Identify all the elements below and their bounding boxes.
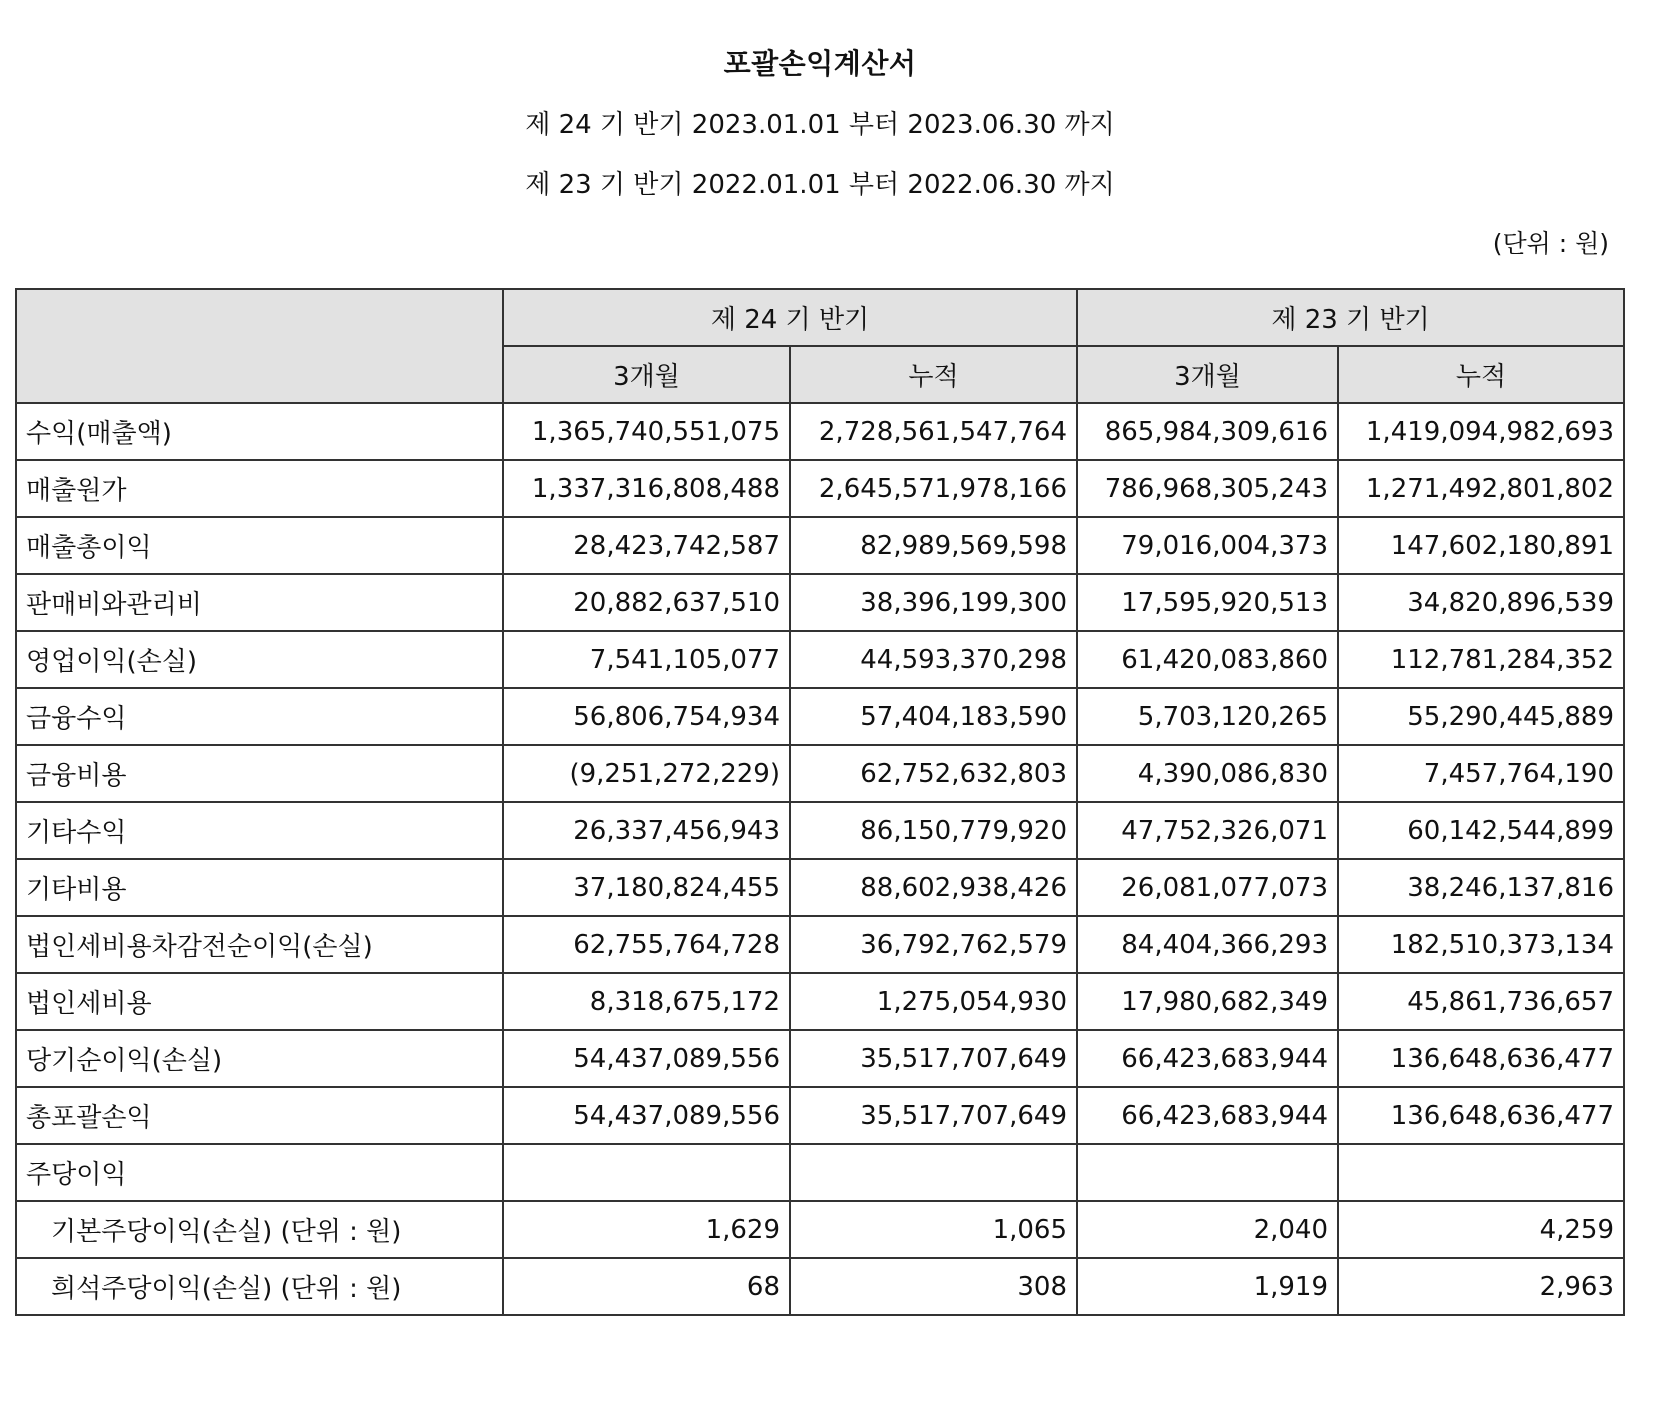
value-cell: 26,081,077,073 (1077, 859, 1338, 916)
value-cell: 54,437,089,556 (503, 1087, 790, 1144)
row-label: 금융수익 (16, 688, 503, 745)
value-cell: 136,648,636,477 (1338, 1030, 1624, 1087)
value-cell: 37,180,824,455 (503, 859, 790, 916)
value-cell: 1,919 (1077, 1258, 1338, 1315)
table-body (16, 403, 1624, 1315)
value-cell (1077, 1144, 1338, 1201)
value-cell: 136,648,636,477 (1338, 1087, 1624, 1144)
value-cell: 82,989,569,598 (790, 517, 1077, 574)
table-row (16, 745, 1624, 802)
value-cell: 17,595,920,513 (1077, 574, 1338, 631)
row-label: 주당이익 (16, 1144, 503, 1201)
value-cell: 26,337,456,943 (503, 802, 790, 859)
value-cell: 7,457,764,190 (1338, 745, 1624, 802)
value-cell: 86,150,779,920 (790, 802, 1077, 859)
value-cell: 20,882,637,510 (503, 574, 790, 631)
value-cell: 8,318,675,172 (503, 973, 790, 1030)
header-row-periods (16, 289, 1624, 346)
value-cell: 34,820,896,539 (1338, 574, 1624, 631)
value-cell: 88,602,938,426 (790, 859, 1077, 916)
table-row (16, 517, 1624, 574)
value-cell: 56,806,754,934 (503, 688, 790, 745)
row-label: 판매비와관리비 (16, 574, 503, 631)
value-cell: 1,337,316,808,488 (503, 460, 790, 517)
header-23-3months: 3개월 (1077, 346, 1338, 403)
value-cell: 4,259 (1338, 1201, 1624, 1258)
value-cell: 62,755,764,728 (503, 916, 790, 973)
value-cell (790, 1144, 1077, 1201)
header-blank-cell (16, 289, 503, 403)
table-row (16, 859, 1624, 916)
row-label: 매출원가 (16, 460, 503, 517)
header-24-3months: 3개월 (503, 346, 790, 403)
value-cell: 2,645,571,978,166 (790, 460, 1077, 517)
value-cell: 1,065 (790, 1201, 1077, 1258)
value-cell: 35,517,707,649 (790, 1030, 1077, 1087)
value-cell: 2,040 (1077, 1201, 1338, 1258)
value-cell: 1,365,740,551,075 (503, 403, 790, 460)
value-cell: 112,781,284,352 (1338, 631, 1624, 688)
value-cell: 66,423,683,944 (1077, 1030, 1338, 1087)
row-label: 당기순이익(손실) (16, 1030, 503, 1087)
header-period-24: 제 24 기 반기 (503, 289, 1077, 346)
value-cell: 68 (503, 1258, 790, 1315)
table-row (16, 631, 1624, 688)
value-cell: 36,792,762,579 (790, 916, 1077, 973)
row-label: 영업이익(손실) (16, 631, 503, 688)
row-label: 법인세비용차감전순이익(손실) (16, 916, 503, 973)
row-label: 금융비용 (16, 745, 503, 802)
table-row (16, 1087, 1624, 1144)
income-statement-table (15, 288, 1625, 1316)
value-cell: 60,142,544,899 (1338, 802, 1624, 859)
value-cell (503, 1144, 790, 1201)
value-cell: 1,271,492,801,802 (1338, 460, 1624, 517)
table-row (16, 1201, 1624, 1258)
value-cell: 66,423,683,944 (1077, 1087, 1338, 1144)
value-cell: 147,602,180,891 (1338, 517, 1624, 574)
value-cell: 38,246,137,816 (1338, 859, 1624, 916)
table-row (16, 688, 1624, 745)
table-row (16, 574, 1624, 631)
value-cell: 308 (790, 1258, 1077, 1315)
value-cell: 2,963 (1338, 1258, 1624, 1315)
value-cell: 54,437,089,556 (503, 1030, 790, 1087)
value-cell: 2,728,561,547,764 (790, 403, 1077, 460)
table-row (16, 802, 1624, 859)
value-cell: 44,593,370,298 (790, 631, 1077, 688)
header-24-cumulative: 누적 (790, 346, 1077, 403)
table-row (16, 916, 1624, 973)
value-cell: (9,251,272,229) (503, 745, 790, 802)
table-row (16, 1144, 1624, 1201)
unit-label: (단위 : 원) (1492, 229, 1609, 258)
period-current: 제 24 기 반기 2023.01.01 부터 2023.06.30 까지 (525, 110, 1115, 140)
value-cell: 865,984,309,616 (1077, 403, 1338, 460)
value-cell: 17,980,682,349 (1077, 973, 1338, 1030)
value-cell: 1,419,094,982,693 (1338, 403, 1624, 460)
value-cell: 47,752,326,071 (1077, 802, 1338, 859)
value-cell: 35,517,707,649 (790, 1087, 1077, 1144)
table-row (16, 1258, 1624, 1315)
row-label: 희석주당이익(손실) (단위 : 원) (16, 1258, 503, 1315)
row-label: 기타수익 (16, 802, 503, 859)
value-cell: 57,404,183,590 (790, 688, 1077, 745)
table-row (16, 403, 1624, 460)
value-cell: 84,404,366,293 (1077, 916, 1338, 973)
document-title: 포괄손익계산서 (723, 47, 917, 80)
value-cell: 28,423,742,587 (503, 517, 790, 574)
row-label: 수익(매출액) (16, 403, 503, 460)
row-label: 기본주당이익(손실) (단위 : 원) (16, 1201, 503, 1258)
value-cell: 1,629 (503, 1201, 790, 1258)
value-cell: 7,541,105,077 (503, 631, 790, 688)
header-23-cumulative: 누적 (1338, 346, 1624, 403)
value-cell: 38,396,199,300 (790, 574, 1077, 631)
value-cell: 79,016,004,373 (1077, 517, 1338, 574)
table-row (16, 1030, 1624, 1087)
value-cell: 786,968,305,243 (1077, 460, 1338, 517)
value-cell: 1,275,054,930 (790, 973, 1077, 1030)
value-cell: 45,861,736,657 (1338, 973, 1624, 1030)
value-cell: 4,390,086,830 (1077, 745, 1338, 802)
value-cell: 5,703,120,265 (1077, 688, 1338, 745)
value-cell: 182,510,373,134 (1338, 916, 1624, 973)
value-cell: 62,752,632,803 (790, 745, 1077, 802)
row-label: 총포괄손익 (16, 1087, 503, 1144)
value-cell: 55,290,445,889 (1338, 688, 1624, 745)
period-prior: 제 23 기 반기 2022.01.01 부터 2022.06.30 까지 (525, 170, 1115, 200)
row-label: 기타비용 (16, 859, 503, 916)
table-row (16, 460, 1624, 517)
table-row (16, 973, 1624, 1030)
value-cell: 61,420,083,860 (1077, 631, 1338, 688)
row-label: 법인세비용 (16, 973, 503, 1030)
row-label: 매출총이익 (16, 517, 503, 574)
header-period-23: 제 23 기 반기 (1077, 289, 1624, 346)
table-header (16, 289, 1624, 403)
value-cell (1338, 1144, 1624, 1201)
